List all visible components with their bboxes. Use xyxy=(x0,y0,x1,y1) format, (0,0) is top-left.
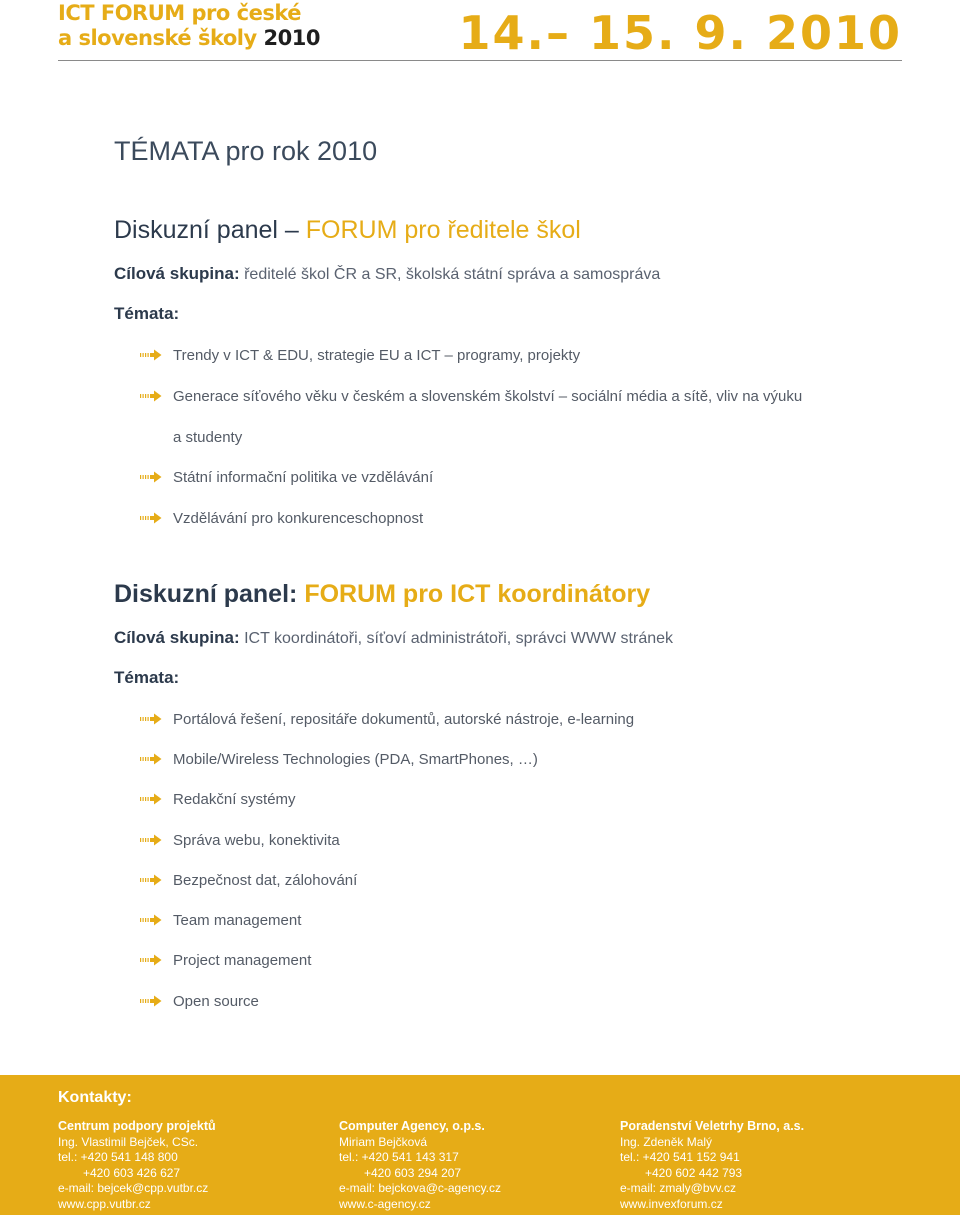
contact-email[interactable]: e-mail: zmaly@bvv.cz xyxy=(620,1181,736,1195)
header xyxy=(0,0,960,64)
list-item-text: Bezpečnost dat, zálohování xyxy=(173,872,358,889)
contact-org: Poradenství Veletrhy Brno, a.s. xyxy=(620,1119,805,1133)
panel1-target-group xyxy=(114,264,660,284)
contact-card xyxy=(339,1119,501,1212)
contact-phone: tel.: +420 541 152 941 xyxy=(620,1150,740,1164)
arrow-bullet-icon xyxy=(140,471,162,483)
list-item-text: Trendy v ICT & EDU, strategie EU a ICT – programy, projekty xyxy=(173,347,581,364)
list-item-text: Redakční systémy xyxy=(173,791,296,808)
contacts-title: Kontakty: xyxy=(58,1089,132,1106)
panel2-heading-prefix: Diskuzní panel: xyxy=(114,580,298,608)
list-item-text: Team management xyxy=(173,912,302,929)
list-item-text: Generace síťového věku v českém a slovenském školství – sociální média a sítě, vliv na výuku xyxy=(173,388,803,405)
arrow-bullet-icon xyxy=(140,713,162,725)
contact-org: Computer Agency, o.p.s. xyxy=(339,1119,485,1133)
arrow-bullet-icon xyxy=(140,834,162,846)
contact-person: Ing. Zdeněk Malý xyxy=(620,1134,713,1149)
list-item-text: Portálová řešení, repositáře dokumentů, autorské nástroje, e-learning xyxy=(173,711,635,728)
arrow-bullet-icon xyxy=(140,512,162,524)
contact-phone-secondary: +420 603 294 207 xyxy=(364,1165,462,1180)
list-item-text: Státní informační politika ve vzdělávání xyxy=(173,469,434,486)
list-item-text: Vzdělávání pro konkurenceschopnost xyxy=(173,510,424,527)
event-title xyxy=(58,0,320,51)
contact-website[interactable]: www.cpp.vutbr.cz xyxy=(58,1196,151,1211)
arrow-bullet-icon xyxy=(140,914,162,926)
contact-person: Ing. Vlastimil Bejček, CSc. xyxy=(58,1134,199,1149)
list-item-text: Mobile/Wireless Technologies (PDA, SmartPhones, …) xyxy=(173,751,538,768)
contact-email[interactable]: e-mail: bejckova@c-agency.cz xyxy=(339,1181,502,1195)
contact-phone: tel.: +420 541 148 800 xyxy=(58,1150,178,1164)
contact-phone-secondary: +420 603 426 627 xyxy=(83,1165,181,1180)
panel1-heading-highlight: FORUM pro ředitele škol xyxy=(305,216,581,244)
panel1-target-label: Cílová skupina: xyxy=(114,264,240,283)
arrow-bullet-icon xyxy=(140,390,162,402)
event-title-part2: pro české xyxy=(191,1,301,25)
contact-org: Centrum podpory projektů xyxy=(58,1119,216,1133)
contact-card xyxy=(620,1119,804,1212)
list-item-text: Project management xyxy=(173,952,312,969)
panel1-heading xyxy=(114,216,581,245)
event-date: 14.– 15. 9. 2010 xyxy=(458,6,902,60)
panel2-heading-highlight: FORUM pro ICT koordinátory xyxy=(304,580,651,608)
panel1-topics-label: Témata: xyxy=(114,304,180,323)
contact-phone-secondary: +420 602 442 793 xyxy=(645,1165,743,1180)
arrow-bullet-icon xyxy=(140,874,162,886)
contacts-footer xyxy=(0,1075,960,1215)
panel2-heading xyxy=(114,580,650,609)
arrow-bullet-icon xyxy=(140,954,162,966)
panel2-target-label: Cílová skupina: xyxy=(114,628,240,647)
arrow-bullet-icon xyxy=(140,753,162,765)
event-title-year: 2010 xyxy=(263,26,320,50)
arrow-bullet-icon xyxy=(140,995,162,1007)
contact-phone: tel.: +420 541 143 317 xyxy=(339,1150,459,1164)
contact-person: Miriam Bejčková xyxy=(339,1134,428,1149)
panel2-topics-label: Témata: xyxy=(114,668,180,687)
panel1-heading-prefix: Diskuzní panel – xyxy=(114,216,299,244)
arrow-bullet-icon xyxy=(140,349,162,361)
list-item-text: Open source xyxy=(173,993,259,1010)
list-item-continuation: a studenty xyxy=(173,429,243,446)
contact-card xyxy=(58,1119,216,1212)
event-title-line2-part1: a slovenské xyxy=(58,26,192,50)
arrow-bullet-icon xyxy=(140,793,162,805)
contact-email[interactable]: e-mail: bejcek@cpp.vutbr.cz xyxy=(58,1181,209,1195)
header-divider xyxy=(58,60,902,61)
page-title: TÉMATA pro rok 2010 xyxy=(114,136,378,166)
panel2-target-group xyxy=(114,628,673,648)
panel2-target-text: ICT koordinátoři, síťoví administrátoři, správci WWW stránek xyxy=(244,630,674,647)
list-item-text: Správa webu, konektivita xyxy=(173,832,340,849)
event-title-part1: ICT FORUM xyxy=(58,1,185,25)
panel1-target-text: ředitelé škol ČR a SR, školská státní správa a samospráva xyxy=(244,266,661,283)
contact-website[interactable]: www.c-agency.cz xyxy=(339,1196,431,1211)
event-title-line2-part2: školy xyxy=(197,26,257,50)
contact-website[interactable]: www.invexforum.cz xyxy=(620,1196,723,1211)
